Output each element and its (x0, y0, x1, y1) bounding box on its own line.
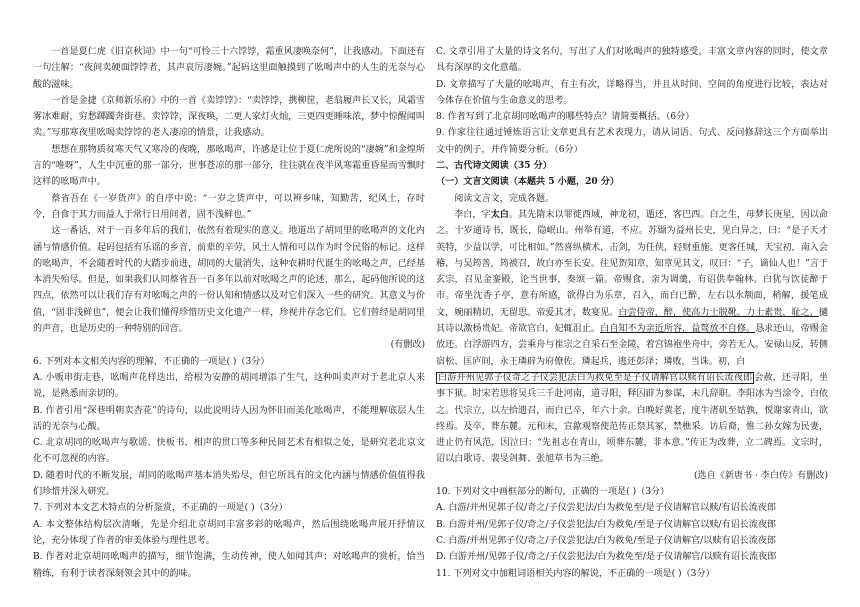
question-10-option-b: B. 白游并州/见郭子仪/奇之/子仪尝犯法/白为救免/至是子仪请解官以赎/有诏长流夜郎 (436, 519, 777, 530)
text-run: 擿其诗以激杨贵妃。帝欲官白，妃辄沮止。 (436, 307, 828, 335)
question-10-option-d: D. 白游并州/见郭子仪/奇之/子仪尝犯法/白为救免至/是子仪请解官/以赎有诏长流夜郎 (436, 552, 777, 563)
question-8: 8. 作者写到了北京胡同吆喝声的哪些特点？请简要概括。（6分） (436, 112, 695, 123)
underlined-sentence: 白尝侍帝，醉，使高力士脱靴。力士素贵，耻之， (618, 307, 819, 318)
classical-source-note: (选自《新唐书 · 李白传》有删改) (694, 470, 828, 481)
reading-instruction: 阅读文言文，完成各题。 (454, 193, 555, 204)
question-10: 10. 下列对文中画框部分的断句，正确的一项是( )（3分） (436, 487, 670, 498)
text-run: 李白，字 (454, 209, 491, 220)
classical-text-part-2 (436, 370, 828, 468)
paragraph-1: 一首是夏仁虎《旧京秋词》中一句“可怜三十六饽饽，霜重风凄唤奈何”，让我感动。下面还有一句注解：“夜间卖硬面饽饽者，其声哀厉凄婉。”起码这里面触摸到了吆喝声中的人生的无奈与心酸的滋味。 (33, 47, 425, 90)
question-6-option-d: D. 随着时代的不断发展，胡同的吆喝声基本消失殆尽，但它所具有的文化内涵与情感价值值得我们珍惜并深入研究。 (33, 470, 425, 498)
question-6-option-b: B. 作者引用“深巷明朝卖杏花”的诗句，以此说明诗人因为怀旧而美化吆喝声，不能理解底层人生活的无奈与心酸。 (33, 405, 425, 432)
text-run: 会赦，还寻阳，坐事下狱。时宋若思将吴兵三千赴河南，道寻阳，释囚辟为参谋，未几辞职。李阳冰为当涂令，白依之。代宗立，以左拾遗召，而白已卒，年六十余。白晚好黄老，度牛渚矶至姑孰，悦谢家青山，欲终焉。及卒，葬东麓。元和末，宣歙观察使范传正祭其冢，禁樵采。访后裔，惟二孙女嫁为民妻，进止仍有风范，因泣曰：“先祖志在青山，顷葬东麓，非本意。”传正为改葬，立二碑焉。文宗时，诏以白歌诗、裴旻剑舞、张旭草书为三绝。 (436, 372, 828, 465)
question-7-option-c: C. 文章引用了大量的诗文名句，写出了人们对吆喝声的独特感受，丰富文章内容的同时，使文章具有深厚的文化意蕴。 (436, 47, 828, 74)
question-7-option-b: B. 作者对北京胡同吆喝声的描写，细节饱满，生动传神，使人如闻其声；对吆喝声的赏析，恰当精练，有利于读者深刻领会其中的韵味。 (33, 552, 425, 579)
question-11: 11. 下列对文中加粗词语相关内容的解说，不正确的一项是( )（3分） (436, 568, 715, 579)
section-2-subheading: （一）文言文阅读（本题共 5 小题，20 分） (436, 176, 620, 188)
source-note: (有删改) (390, 340, 425, 351)
paragraph-5: 这一番话，对于一百多年后的我们，依然有着现实的意义。地道出了胡同里的吆喝声的文化内涵与情感价值。起码包括有乐谣的乡音，前辈的辛劳，风土人情和可以作为时令民俗的标记。这样的吆喝声，不会随着时代的大踏步前进，胡同的大量消失，这种农耕时代诞生的吆喝之声，已经基本消失殆尽。但是，如果我们认同蔡省吾一百多年以前对吆喝之声的论述，那么，起码他所说的这四点，依然可以让我们存有对吆喝之声的一份认知和情感以及对它们深入一些的研究。其意义与价值，“固非浅鲜也”，便会让我们懂得珍惜历史文化遗产一样，珍视并存念它们。它们曾经是胡同里的声音，也是历史的一种特别的回音。 (33, 226, 425, 335)
question-7-option-d: D. 文章描写了大量的吆喝声，有主有次，详略得当，并且从时间、空间的角度进行比较，表达对今体存在价值与生命意义的思考。 (436, 79, 828, 106)
classical-text-part-1 (436, 207, 828, 370)
text-run: 。其先隋末以罪徙西域，神龙初，遁还，客巴西。白之生，母梦长庚星，因以命之。十岁通诗书，既长，隐岷山。州举有道，不应。苏颋为益州长史，见白异之，曰：“是子天才英特，少益以学，可比相如。”然喜纵横术，击剑，为任侠，轻财重施。更客任城，天宝初，南入会稽，与吴筠善，筠被召，故白亦至长安。往见贺知章，知章见其文，叹曰：“子，谪仙人也！”言于玄宗，召见金銮殿，论当世事，奏颂一篇。帝赐食，亲为调羹，有诏供奉翰林。白犹与饮徒醉于市。帝坐沈香子亭，意有所感，欲得白为乐章，召入，而白已醉，左右以水颒面，稍解，援笔成文，婉丽精切，无留思。帝爱其才，数宴见。 (436, 209, 828, 318)
bold-term: 太白 (490, 208, 509, 220)
question-10-option-c: C. 白游/并州见郭子仪/奇之/子仪尝犯法/白为救免/至是子仪请解官/以赎有诏长流夜郎 (436, 535, 776, 546)
question-10-option-a: A. 白游/并州见郭子仪/奇之/子仪尝犯法/白为救免至/是子仪请解官以赎/有诏长流夜郎 (436, 503, 776, 514)
question-7-option-a: A. 本文整体结构层次清晰，先是介绍北京胡同丰富多彩的吆喝声，然后围绕吆喝声展开抒情议论，充分体现了作者的审美体验与理性思考。 (33, 519, 425, 546)
right-column (436, 44, 828, 582)
left-column (33, 44, 425, 582)
paragraph-4: 蔡省吾在《一岁货声》的自序中说：“一岁之货声中，可以辨乡味，知勤苦，纪风土，存时令，自食于其力而益人于常行日用间者，固不浅鲜也。” (33, 193, 425, 220)
underlined-sentence: 白自知不为亲近所容，益骜放不自修。 (600, 324, 756, 335)
question-6: 6. 下列对本文相关内容的理解，不正确的一项是( )（3分） (33, 356, 270, 367)
text-run: 恳求还山，帝赐金放还。白浮游四方，尝乘舟与崔宗之自采石至金陵，着宫锦袍坐舟中，旁若无人。安禄山反，转侧宿松、匡庐间，永王璘辟为府僚佐。璘起兵，逃还彭泽；璘败，当诛。初，白 (436, 324, 828, 367)
paragraph-3: 想想在那物质贫寒天气又寒冷的夜晚，那吆喝声，许感是让位于夏仁虎所说的“凄婉”和金煌所言的“唯呀”，人生中沉重的那一部分，世事苍凉的那一部分，往往就在夜半风寒霜重昏星而雪飘时这样的吆喝声中。 (33, 144, 425, 188)
paragraph-2: 一首是金捷《京师新乐府》中的一首《卖饽饽》：“卖饽饽，携柳筐，老翁履声长又长，风霜雪雾冰难耐，穷愁踯躅奔街巷。卖饽饽，深夜唤，二更人家灯火灿，三更四更睡味浓，梦中惊醒闻叫卖。”写那寒夜里吆喝卖饽饽的老人凄凉的情景，让我感动。 (33, 95, 425, 139)
question-7: 7. 下列对本文艺术特点的分析鉴赏，不正确的一项是( )（3分） (33, 503, 288, 514)
section-2-heading: 二、古代诗文阅读（35 分） (436, 160, 552, 172)
framed-passage: 白游并州见郭子仪奇之子仪尝犯法白为救免至是子仪请解官以赎有诏长流夜郎 (438, 372, 753, 383)
question-6-option-a: A. 小贩串街走巷，吆喝声花样迭出，给根为安静的胡同增添了生气，这种叫卖声对于老北京人来说，是熟悉而亲切的。 (33, 372, 425, 400)
question-6-option-c: C. 北京胡同的吆喝声与歌谣、快板书、相声的贯口等多种民间艺术有相似之处，是研究老北京文化不可忽视的内容。 (33, 438, 425, 465)
question-9: 9. 作家往往通过锤炼语言让文章更具有艺术表现力，请从词语、句式、反问修辞这三个方面举出文中的例子，并作简要分析。（6分） (436, 128, 828, 155)
